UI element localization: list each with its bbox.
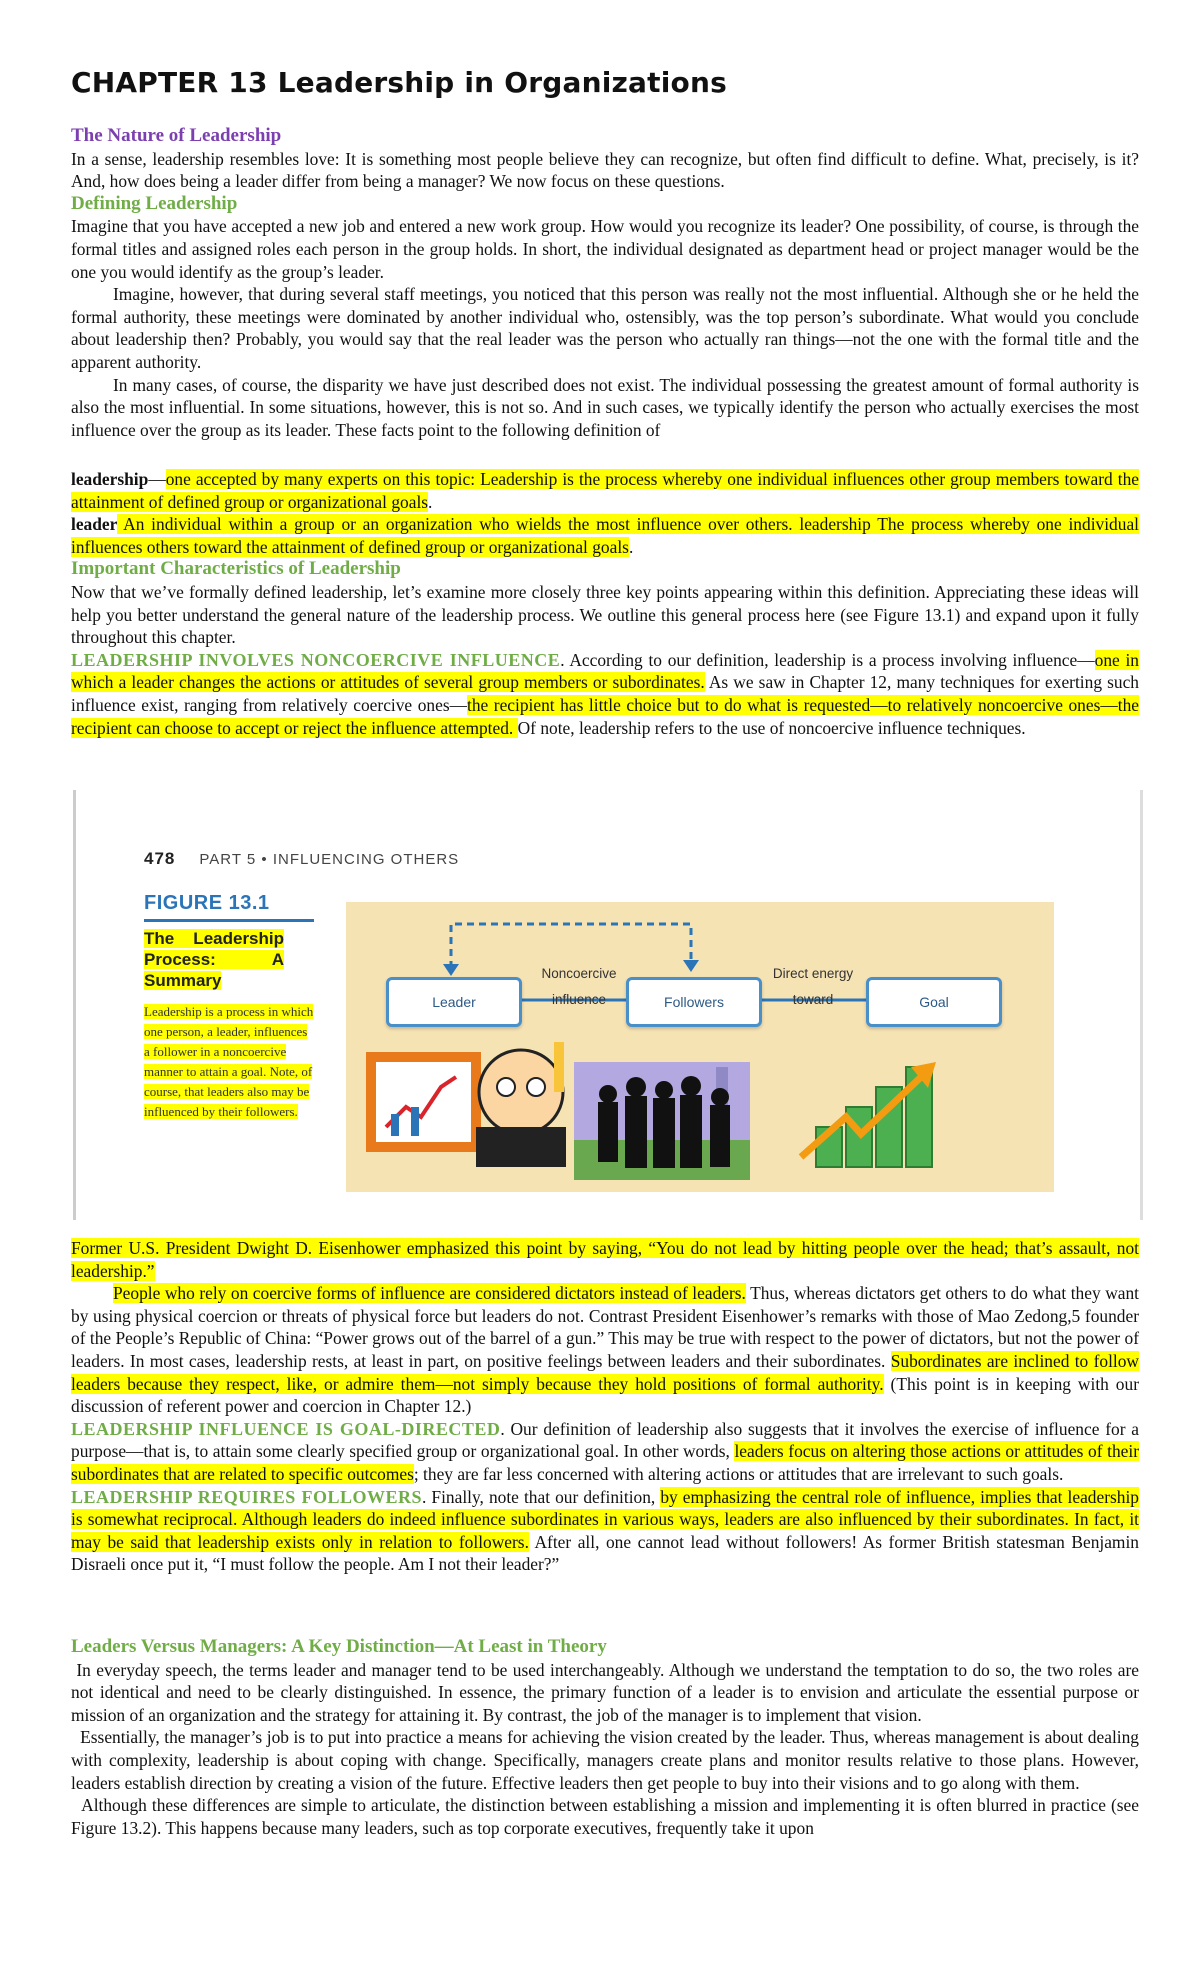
- goal-directed-paragraph: LEADERSHIP INFLUENCE IS GOAL-DIRECTED. Our definition of leadership also suggests that it involves the exercise of influence for a purpose—that is, to attain some clearly specified group or organizational goal. In other words, leaders focus on altering those actions or attitudes of their subordinates that are related to specific outcomes; they are far less concerned with altering actions or attitudes that are irrelevant to such goals.: [71, 1418, 1140, 1484]
- figure-diagram-panel: [346, 902, 1054, 1192]
- heading-followers: LEADERSHIP REQUIRES FOLLOWERS: [71, 1486, 422, 1507]
- definition-leader-text: An individual within a group or an organization who wields the most influence over others. leadership The process whereby one individual influences others toward the attainment of defined group or organizational goals: [71, 514, 1139, 557]
- noncoercive-paragraph: LEADERSHIP INVOLVES NONCOERCIVE INFLUENCE. According to our definition, leadership is a process involving influence—one in which a leader changes the actions or attitudes of several group members or subordinates. As we saw in Chapter 12, many techniques for exerting such influence exist, ranging from relatively coercive ones—the recipient has little choice but to do what is requested—to relatively noncoercive ones—the recipient can choose to accept or reject the influence attempted. Of note, leadership refers to the use of noncoercive influence techniques.: [71, 649, 1140, 738]
- figure-caption: Leadership is a process in which one person, a leader, influences a follower in a noncoercive manner to attain a goal. Note, of course, that leaders also may be influenced by their followers.: [144, 1004, 314, 1119]
- term-leadership: leadership: [71, 469, 149, 489]
- heading-noncoercive: LEADERSHIP INVOLVES NONCOERCIVE INFLUENCE: [71, 649, 561, 670]
- chapter-title: CHAPTER 13 Leadership in Organizations: [71, 66, 727, 99]
- heading-defining: Defining Leadership: [71, 192, 238, 214]
- figure-subtitle: The Leadership Process: A Summary: [144, 929, 284, 990]
- flow-box-goal: Goal: [866, 977, 1002, 1027]
- section-eisenhower: [71, 1237, 1139, 1576]
- diagram-arrows: [346, 902, 1054, 1192]
- managers-p3: Although these differences are simple to articulate, the distinction between establishing a mission and implementing it is often blurred in practice (see Figure 13.2). This happens because many leaders, such as top corporate executives, frequently take it upon: [71, 1795, 1144, 1838]
- figure-part-label: PART 5 • INFLUENCING OTHERS: [199, 851, 460, 868]
- nature-body: In a sense, leadership resembles love: It is something most people believe they can recognize, but often find difficult to define. What, precisely, is it? And, how does being a leader differ from being a manager? We now focus on these questions.: [71, 148, 1139, 192]
- definition-leadership: leadership—one accepted by many experts on this topic: Leadership is the process whereby one individual influences other group members toward the attainment of defined group or organizational goals.: [71, 469, 1139, 512]
- definition-leadership-text: one accepted by many experts on this topic: Leadership is the process whereby one individual influences other group members toward the attainment of defined group or organizational goals: [71, 469, 1139, 512]
- flow-box-followers: Followers: [626, 977, 762, 1027]
- managers-p2: Essentially, the manager’s job is to put into practice a means for achieving the vision created by the leader. Thus, whereas management is about dealing with complexity, leadership is about coping with change. Specifically, managers create plans and monitor results relative to those plans. However, leaders establish direction by creating a vision of the future. Effective leaders then get people to buy into their visions and to go along with them.: [71, 1727, 1144, 1793]
- section-managers: [71, 1636, 1144, 1839]
- section-definitions: [71, 468, 1139, 739]
- characteristics-body: Now that we’ve formally defined leadership, let’s examine more closely three key points appearing within this definition. Appreciating these ideas will help you better understand the general nature of the leadership process. We outline this general process here (see Figure 13.1) and expand upon it fully throughout this chapter.: [71, 581, 1139, 648]
- figure-label: FIGURE 13.1: [144, 892, 314, 922]
- figure-page-header: [144, 848, 459, 872]
- term-leader: leader: [71, 514, 118, 535]
- heading-nature: The Nature of Leadership: [71, 125, 282, 146]
- dictators-paragraph: People who rely on coercive forms of influence are considered dictators instead of leaders. Thus, whereas dictators get others to do what they want by using physical coercion or threats of physical force but leaders do not. Contrast President Eisenhower’s remarks with those of Mao Zedong,5 founder of the People’s Republic of China: “Power grows out of the barrel of a gun.” This may be true with respect to the power of dictators, but not the power of leaders. In most cases, leadership rests, at least in part, on positive feelings between leaders and their subordinates. Subordinates are inclined to follow leaders because they respect, like, or admire them—not simply because they hold positions of formal authority. (This point is in keeping with our discussion of referent power and coercion in Chapter 12.): [71, 1283, 1139, 1417]
- followers-paragraph: LEADERSHIP REQUIRES FOLLOWERS. Finally, note that our definition, by emphasizing the central role of influence, implies that leadership is somewhat reciprocal. Although leaders do indeed influence subordinates in various ways, leaders are also influenced by their subordinates. In fact, it may be said that leadership exists only in relation to followers. After all, one cannot lead without followers! As former British statesman Benjamin Disraeli once put it, “I must follow the people. Am I not their leader?”: [71, 1486, 1139, 1575]
- flow-label-direct-energy: Direct energy toward: [772, 966, 854, 1007]
- figure-page-number: 478: [144, 849, 176, 868]
- goal-illustration: [801, 1062, 936, 1167]
- eisenhower-quote: Former U.S. President Dwight D. Eisenhower emphasized this point by saying, “You do not lead by hitting people over the head; that’s assault, not leadership.”: [71, 1238, 1139, 1281]
- followers-illustration: [574, 1062, 750, 1180]
- managers-p1: In everyday speech, the terms leader and manager tend to be used interchangeably. Although we understand the temptation to do so, the two roles are not identical and need to be clearly distinguished. In essence, the primary function of a leader is to envision and articulate the essential purpose or mission of an organization and the strategy for attaining it. By contrast, the job of the manager is to implement that vision.: [71, 1659, 1144, 1725]
- defining-p3: In many cases, of course, the disparity we have just described does not exist. The individual possessing the greatest amount of formal authority is also the most influential. In some situations, however, this is not so. And in such cases, we typically identify the person who actually exercises the most influence over the group as its leader. These facts point to the following definition of: [71, 374, 1139, 440]
- figure-13-1: [73, 790, 1143, 1220]
- heading-goal-directed: LEADERSHIP INFLUENCE IS GOAL-DIRECTED: [71, 1418, 501, 1439]
- flow-box-leader: Leader: [386, 977, 522, 1027]
- defining-p2: Imagine, however, that during several staff meetings, you noticed that this person was really not the most influential. Although she or he held the formal authority, these meetings were dominated by another individual who, ostensibly, was the top person’s subordinate. What would you conclude about leadership then? Probably, you would say that the real leader was the person who actually ran things—not the one with the formal title and the apparent authority.: [71, 284, 1139, 372]
- defining-p1: Imagine that you have accepted a new job and entered a new work group. How would you recognize its leader? One possibility, of course, is through the formal titles and assigned roles each person in the group holds. In short, the individual designated as department head or project manager would be the one you would identify as the group’s leader.: [71, 216, 1139, 282]
- flow-label-noncoercive: Noncoercive influence: [541, 966, 617, 1007]
- leader-illustration: [366, 1042, 566, 1167]
- heading-characteristics: Important Characteristics of Leadership: [71, 558, 401, 580]
- definition-leader: leader An individual within a group or an organization who wields the most influence over others. leadership The process whereby one individual influences others toward the attainment of defined group or organizational goals.: [71, 514, 1139, 557]
- heading-managers: Leaders Versus Managers: A Key Distinction—At Least in Theory: [71, 1636, 607, 1657]
- section-nature: [71, 125, 1139, 441]
